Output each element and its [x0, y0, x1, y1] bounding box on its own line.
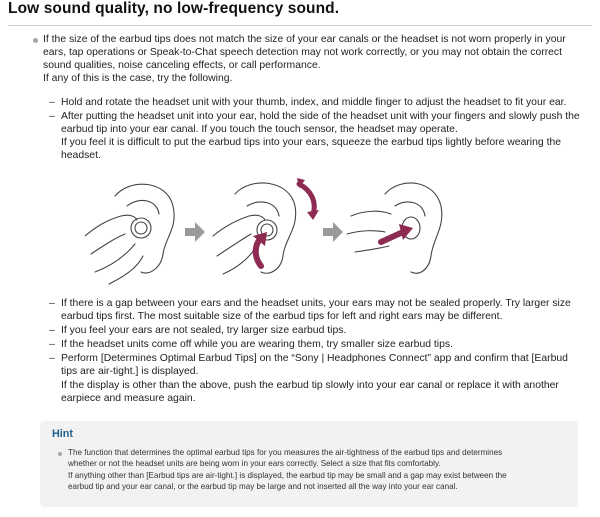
next-step-arrow-icon — [185, 222, 205, 242]
step-line: If the display is other than the above, push the earbud tip slowly into your ear canal or replace it with another — [61, 380, 559, 391]
intro-line: If the size of the earbud tips does not match the size of your ear canals or the headset is not worn properly in your — [43, 34, 566, 45]
hint-line: The function that determines the optimal earbud tips for you measures the air-tightness of the earbud tips and determines — [68, 448, 503, 457]
hint-line: earbud tip and your ear canal, or the earbud tip may be large and not inserted all the way into your ear canal. — [68, 482, 458, 491]
step-line: headset. — [61, 150, 101, 161]
earbud-fitting-illustration — [85, 176, 525, 286]
ear-insert-illustration — [85, 184, 174, 284]
step-line: After putting the headset unit into your ear, hold the side of the headset unit with your fingers and slowly push the — [61, 111, 580, 122]
step-line: Perform [Determines Optimal Earbud Tips] on the “Sony | Headphones Connect” app and confirm that [Earbud — [61, 353, 568, 364]
intro-line: sound qualities, noise canceling effects, or call performance. — [43, 60, 321, 71]
dash-marker: – — [49, 298, 55, 309]
step-line: If there is a gap between your ears and the headset units, your ears may not be sealed properly. Try larger size — [61, 298, 571, 309]
dash-marker: – — [49, 339, 55, 350]
dash-marker: – — [49, 97, 55, 108]
dash-marker: – — [49, 353, 55, 364]
step-line: earbud tip into your ear canal. If you touch the touch sensor, the headset may operate. — [61, 124, 458, 135]
dash-marker: – — [49, 325, 55, 336]
title-divider — [8, 25, 592, 26]
intro-line: ears, tap operations or Speak-to-Chat speech detection may not work correctly, or you may not obtain the correct — [43, 47, 563, 58]
push-arrow-accent — [381, 224, 413, 242]
step-line: tips are air-tight.] is displayed. — [61, 366, 199, 377]
bullet-dot — [33, 38, 38, 43]
hint-title: Hint — [52, 428, 73, 440]
push-in-illustration — [347, 183, 442, 273]
step-line: If you feel it is difficult to put the earbud tips into your ears, squeeze the earbud tips lightly before wearing the — [61, 137, 562, 148]
hint-line: whether or not the headset units are being worn in your ears correctly. Select a size that fits comfortably. — [68, 459, 441, 468]
step-line: earbud tips first. The most suitable size of the earbud tips for left and right ears may be different. — [61, 311, 503, 322]
dash-marker: – — [49, 111, 55, 122]
step-line: If the headset units come off while you are wearing them, try smaller size earbud tips. — [61, 339, 453, 350]
hint-line: If anything other than [Earbud tips are air-tight.] is displayed, the earbud tip may be small and a gap may exist between the — [68, 471, 507, 480]
step-line: Hold and rotate the headset unit with your thumb, index, and middle finger to adjust the headset to fit your ear. — [61, 97, 567, 108]
step-line: earpiece and measure again. — [61, 393, 196, 404]
page-title: Low sound quality, no low-frequency sound. — [8, 0, 340, 17]
step-line: If you feel your ears are not sealed, try larger size earbud tips. — [61, 325, 347, 336]
bullet-dot — [58, 452, 62, 456]
next-step-arrow-icon — [323, 222, 343, 242]
intro-line: If any of this is the case, try the following. — [43, 73, 233, 84]
